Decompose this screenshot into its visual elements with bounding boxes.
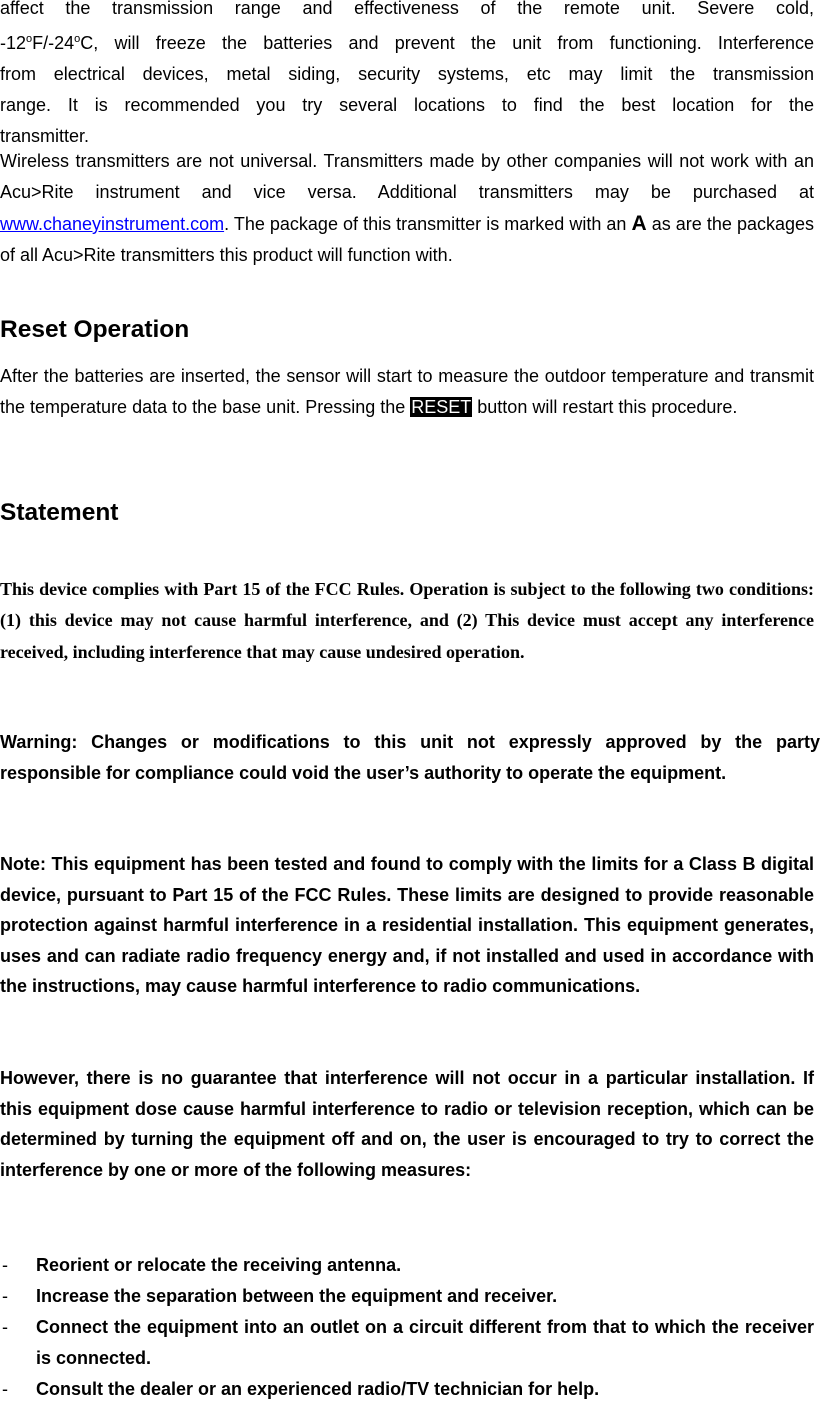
- reset-paragraph: [0, 361, 814, 423]
- temp-c-value: F/-24: [32, 33, 75, 53]
- range-line-5: transmitter.: [0, 126, 90, 146]
- list-item-text: Increase the separation between the equipment and receiver.: [36, 1286, 558, 1306]
- temp-f-value: -12: [0, 33, 27, 53]
- range-paragraph: [0, 0, 814, 152]
- reset-heading: Reset Operation: [0, 316, 190, 343]
- warning-paragraph: Warning: Changes or modifications to this unit not expressly approved by the party responsible for compliance could void the user’s authority to operate the equipment.: [0, 732, 820, 783]
- list-item: [0, 1281, 814, 1312]
- fcc-compliance-paragraph: This device complies with Part 15 of the FCC Rules. Operation is subject to the following two conditions: (1) this device may not cause harmful interference, and (2) This device must accept any interference received, including interference that may cause undesired operation.: [0, 579, 814, 662]
- list-dash: -: [2, 1317, 8, 1337]
- statement-heading: Statement: [0, 499, 119, 526]
- list-dash: -: [2, 1255, 8, 1275]
- website-link[interactable]: www.chaneyinstrument.com: [0, 214, 225, 234]
- wireless-text: Wireless transmitters are not universal. Transmitters made by other companies will not work with an Acu>Rite instrument and vice versa. Additional transmitters may be purchased at: [0, 151, 814, 202]
- range-line-4: range. It is recommended you try several locations to find the best location for the: [0, 95, 814, 115]
- degree-symbol: o: [74, 33, 81, 45]
- wireless-text-2: . The package of this transmitter is marked with an: [224, 214, 632, 234]
- list-item: [0, 1374, 814, 1405]
- list-item: [0, 1312, 814, 1374]
- measures-list: [0, 1250, 814, 1405]
- list-item-text: Reorient or relocate the receiving antenna.: [36, 1255, 402, 1275]
- acurite-package-marker: A: [631, 212, 647, 235]
- note-paragraph: Note: This equipment has been tested and found to comply with the limits for a Class B digital device, pursuant to Part 15 of the FCC Rules. These limits are designed to provide reasonable protection against harmful interference in a residential installation. This equipment generates, uses and can radiate radio frequency energy and, if not installed and used in accordance with the instructions, may cause harmful interference to radio communications.: [0, 854, 814, 996]
- list-item-text: Consult the dealer or an experienced radio/TV technician for help.: [36, 1379, 600, 1399]
- wireless-paragraph: [0, 146, 814, 271]
- range-line-2: [0, 24, 814, 59]
- list-item-text: Connect the equipment into an outlet on a circuit different from that to which the receiver is connected.: [36, 1317, 814, 1368]
- reset-text: After the batteries are inserted, the sensor will start to measure the outdoor temperature and transmit the temperature data to the base unit. Pressing the: [0, 366, 814, 417]
- degree-symbol: o: [26, 33, 33, 45]
- reset-text-2: button will restart this procedure.: [472, 397, 738, 417]
- range-line-1: affect the transmission range and effectiveness of the remote unit. Severe cold,: [0, 0, 814, 18]
- list-item: [0, 1250, 814, 1281]
- wireless-text-3: as are the packages of all Acu>Rite transmitters this product will function with.: [0, 214, 814, 265]
- freeze-text: C, will freeze the batteries and prevent the unit from functioning. Interference: [80, 33, 814, 53]
- reset-key-label: RESET: [411, 397, 472, 417]
- range-line-3: from electrical devices, metal siding, security systems, etc may limit the transmission: [0, 64, 814, 84]
- list-dash: -: [2, 1379, 8, 1399]
- list-dash: -: [2, 1286, 8, 1306]
- however-paragraph: However, there is no guarantee that interference will not occur in a particular installation. If this equipment dose cause harmful interference to radio or television reception, which can be determined by turning the equipment off and on, the user is encouraged to try to correct the interference by one or more of the following measures:: [0, 1068, 814, 1180]
